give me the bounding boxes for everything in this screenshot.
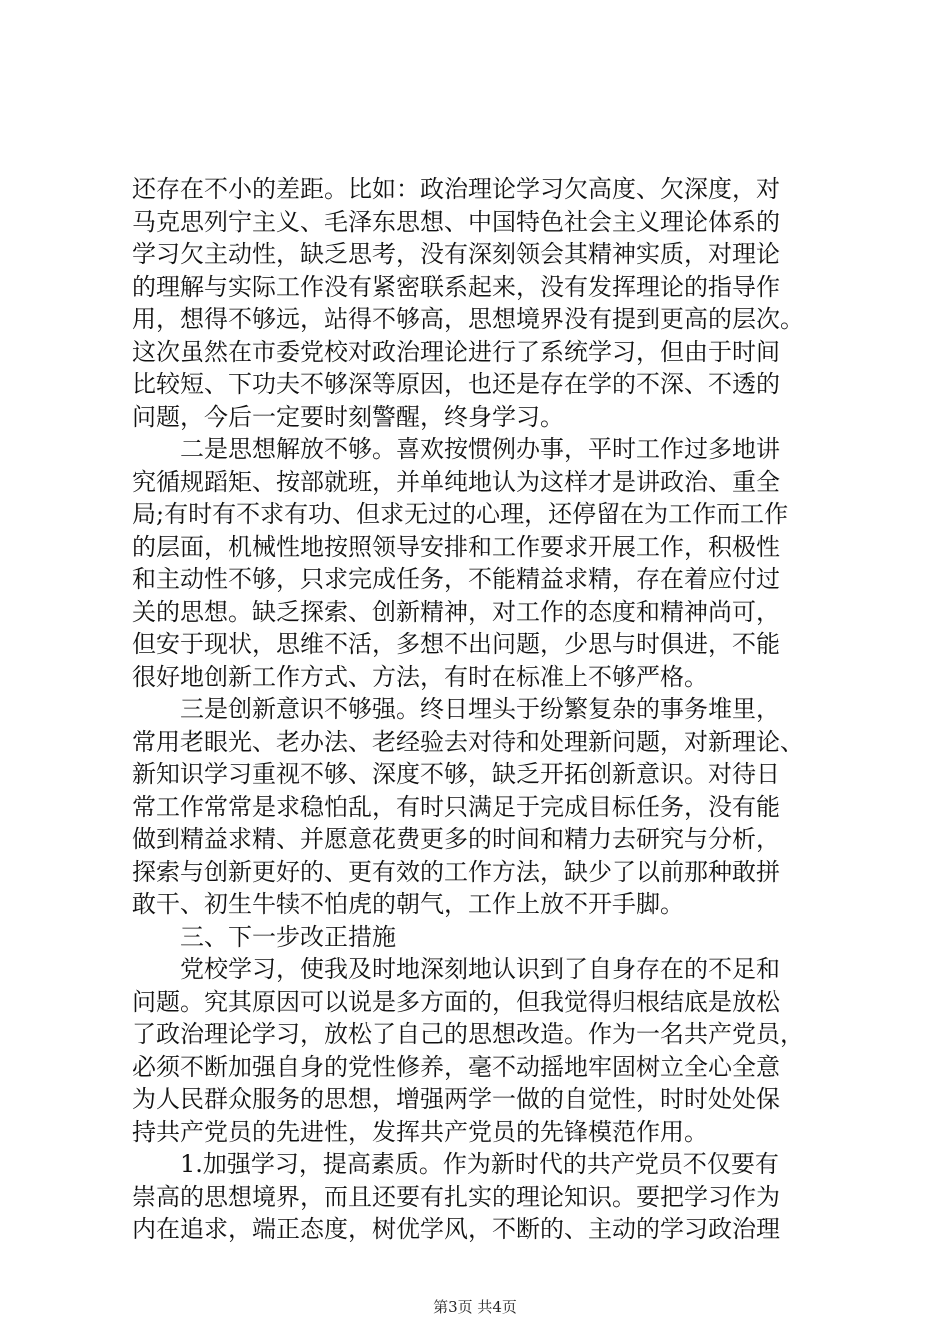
text-line: 二是思想解放不够。喜欢按惯例办事，平时工作过多地讲 bbox=[132, 435, 780, 463]
text-line: 持共产党员的先进性，发挥共产党员的先锋模范作用。 bbox=[132, 1117, 708, 1146]
text-line: 和主动性不够，只求完成任务，不能精益求精，存在着应付过 bbox=[132, 565, 780, 593]
text-line: 比较短、下功夫不够深等原因，也还是存在学的不深、不透的 bbox=[132, 370, 780, 398]
text-line: 学习欠主动性，缺乏思考，没有深刻领会其精神实质，对理论 bbox=[132, 240, 780, 268]
text-line: 敢干、初生牛犊不怕虎的朝气，工作上放不开手脚。 bbox=[132, 890, 684, 918]
text-line: 崇高的思想境界，而且还要有扎实的理论知识。要把学习作为 bbox=[132, 1182, 780, 1211]
text-line: 问题。究其原因可以说是多方面的，但我觉得归根结底是放松 bbox=[132, 987, 780, 1016]
text-line: 三是创新意识不够强。终日埋头于纷繁复杂的事务堆里， bbox=[132, 695, 780, 723]
text-line: 内在追求，端正态度，树优学风，不断的、主动的学习政治理 bbox=[132, 1215, 780, 1243]
text-line: 问题，今后一定要时刻警醒，终身学习。 bbox=[132, 402, 564, 431]
text-line: 用，想得不够远，站得不够高，思想境界没有提到更高的层次。 bbox=[132, 305, 804, 333]
text-line: 但安于现状，思维不活，多想不出问题，少思与时俱进，不能 bbox=[132, 630, 780, 658]
text-line: 探索与创新更好的、更有效的工作方法，缺少了以前那种敢拼 bbox=[132, 857, 780, 886]
text-line: 究循规蹈矩、按部就班，并单纯地认为这样才是讲政治、重全 bbox=[132, 467, 780, 496]
text-line: 关的思想。缺乏探索、创新精神，对工作的态度和精神尚可， bbox=[132, 597, 780, 626]
text-line: 1.加强学习，提高素质。作为新时代的共产党员不仅要有 bbox=[132, 1150, 779, 1178]
text-line: 的层面，机械性地按照领导安排和工作要求开展工作，积极性 bbox=[132, 532, 780, 561]
text-line: 了政治理论学习，放松了自己的思想改造。作为一名共产党员， bbox=[132, 1020, 804, 1048]
text-line: 这次虽然在市委党校对政治理论进行了系统学习，但由于时间 bbox=[132, 337, 780, 366]
text-line: 必须不断加强自身的党性修养，毫不动摇地牢固树立全心全意 bbox=[132, 1052, 780, 1081]
text-line: 局;有时有不求有功、但求无过的心理，还停留在为工作而工作 bbox=[132, 500, 789, 528]
text-line: 马克思列宁主义、毛泽东思想、中国特色社会主义理论体系的 bbox=[132, 207, 780, 236]
text-line: 常工作常常是求稳怕乱，有时只满足于完成目标任务，没有能 bbox=[132, 792, 780, 821]
section-heading: 三、下一步改正措施 bbox=[132, 922, 396, 951]
text-line: 党校学习，使我及时地深刻地认识到了自身存在的不足和 bbox=[132, 955, 780, 983]
text-line: 做到精益求精、并愿意花费更多的时间和精力去研究与分析， bbox=[132, 825, 780, 853]
page-footer: 第3页 共4页 bbox=[433, 1298, 517, 1316]
body-text bbox=[132, 173, 832, 1246]
text-line: 很好地创新工作方式、方法，有时在标准上不够严格。 bbox=[132, 662, 708, 691]
text-line: 还存在不小的差距。比如：政治理论学习欠高度、欠深度，对 bbox=[132, 175, 780, 203]
text-line: 的理解与实际工作没有紧密联系起来，没有发挥理论的指导作 bbox=[132, 272, 780, 301]
text-line: 为人民群众服务的思想，增强两学一做的自觉性，时时处处保 bbox=[132, 1085, 780, 1113]
text-line: 常用老眼光、老办法、老经验去对待和处理新问题，对新理论、 bbox=[132, 727, 804, 756]
text-line: 新知识学习重视不够、深度不够，缺乏开拓创新意识。对待日 bbox=[132, 760, 780, 788]
